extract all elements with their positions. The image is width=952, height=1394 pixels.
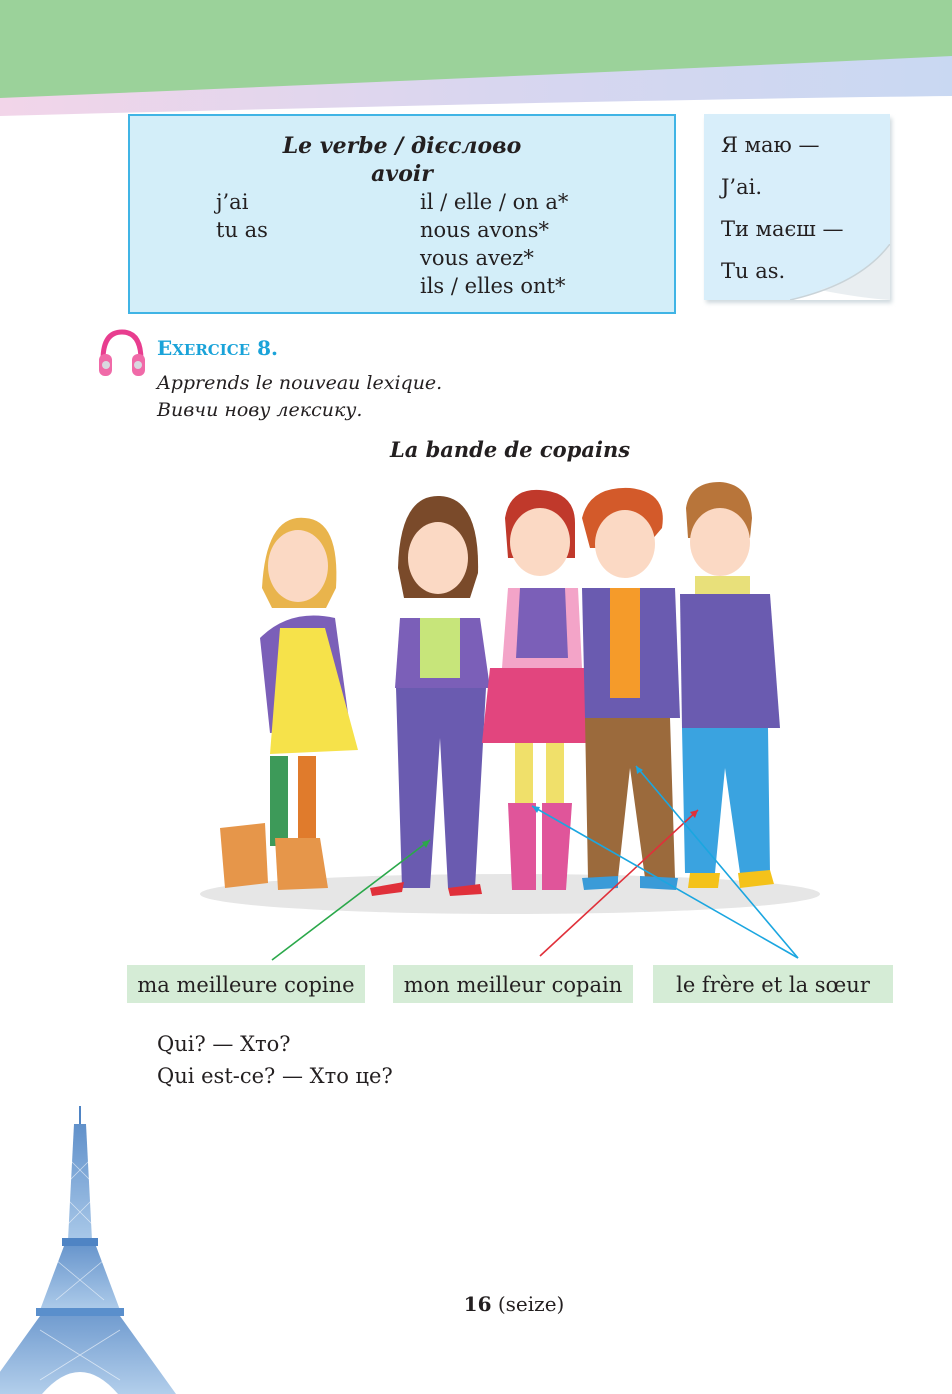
exercise-title-rest: XERCICE bbox=[172, 341, 251, 359]
picture-title: La bande de copains bbox=[389, 437, 631, 462]
vocab-label-best-friend-girl: ma meilleure copine bbox=[127, 965, 365, 1003]
vocab-label-best-friend-boy: mon meilleur copain bbox=[393, 965, 633, 1003]
conjugation-form: nous avons* bbox=[420, 218, 549, 242]
grammar-title-line2: avoir bbox=[371, 161, 433, 187]
conjugation-form: vous avez* bbox=[420, 246, 534, 270]
question-line: Qui est-ce? — Хто це? bbox=[157, 1064, 393, 1088]
note-line: Ти маєш — bbox=[721, 217, 844, 241]
note-line: Tu as. bbox=[721, 259, 786, 283]
conjugation-form: j’ai bbox=[216, 190, 249, 214]
page-curl-icon bbox=[790, 244, 890, 300]
note-line: Я маю — bbox=[721, 133, 820, 157]
question-line: Qui? — Хто? bbox=[157, 1032, 291, 1056]
exercise-title bbox=[157, 335, 278, 363]
boy-redhead-figure bbox=[582, 488, 680, 890]
group-of-friends-illustration bbox=[190, 478, 830, 978]
conjugation-form: ils / elles ont* bbox=[420, 274, 566, 298]
header-band bbox=[0, 0, 952, 120]
exercise-number: 8. bbox=[257, 336, 278, 360]
boy-brown-hair-figure bbox=[680, 482, 780, 888]
girl-brunette-figure bbox=[370, 496, 490, 896]
instruction-french: Apprends le nouveau lexique. bbox=[157, 372, 443, 394]
grammar-box bbox=[128, 114, 676, 314]
note-line: J’ai. bbox=[721, 175, 763, 199]
sticky-note bbox=[704, 114, 890, 300]
instruction-ukrainian: Вивчи нову лексику. bbox=[157, 399, 363, 421]
page-number-word: (seize) bbox=[497, 1292, 565, 1316]
conjugation-form: il / elle / on a* bbox=[420, 190, 569, 214]
vocab-label-brother-sister: le frère et la sœur bbox=[653, 965, 893, 1003]
page-number-digits: 16 bbox=[463, 1292, 492, 1316]
conjugation-form: tu as bbox=[216, 218, 268, 242]
conjugation-right-column bbox=[420, 188, 568, 300]
conjugation-left-column bbox=[216, 188, 268, 244]
headphones-icon bbox=[97, 326, 147, 380]
grammar-title-line1: Le verbe / дієслово bbox=[282, 133, 522, 159]
page-number bbox=[400, 1290, 628, 1318]
eiffel-tower-icon bbox=[0, 1100, 200, 1394]
girl-blonde-figure bbox=[220, 518, 358, 890]
exercise-title-initial: E bbox=[157, 336, 173, 360]
grammar-title bbox=[130, 132, 674, 188]
